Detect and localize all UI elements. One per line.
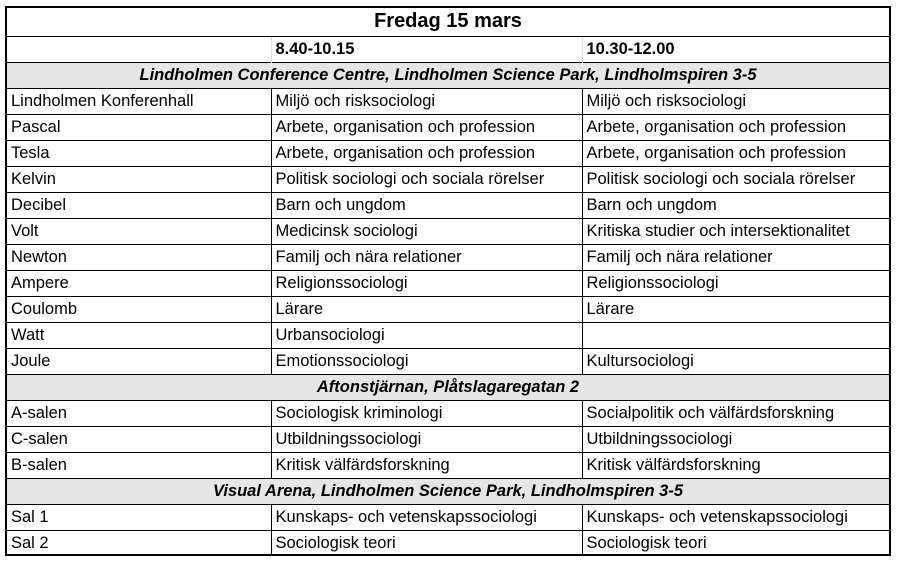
session-slot-2-cell: Socialpolitik och välfärdsforskning <box>582 400 889 426</box>
session-slot-2-cell: Kunskaps- och vetenskapssociologi <box>582 504 889 530</box>
session-slot-2-cell: Utbildningssociologi <box>582 426 889 452</box>
session-slot-1-cell: Barn och ungdom <box>271 192 582 218</box>
venue-row <box>7 478 889 504</box>
session-slot-1-cell: Arbete, organisation och profession <box>271 140 582 166</box>
table-row <box>7 140 889 166</box>
venue-heading: Lindholmen Conference Centre, Lindholmen Science Park, Lindholmspiren 3-5 <box>7 62 889 88</box>
room-cell: Volt <box>7 218 271 244</box>
table-row <box>7 244 889 270</box>
room-cell: Kelvin <box>7 166 271 192</box>
table-row <box>7 426 889 452</box>
session-slot-1-cell: Medicinsk sociologi <box>271 218 582 244</box>
room-cell: A-salen <box>7 400 271 426</box>
room-cell: Joule <box>7 348 271 374</box>
room-cell: Tesla <box>7 140 271 166</box>
table-row <box>7 504 889 530</box>
room-header-cell <box>7 36 271 62</box>
session-slot-1-cell: Kritisk välfärdsforskning <box>271 452 582 478</box>
room-cell: Pascal <box>7 114 271 140</box>
table-row <box>7 452 889 478</box>
venue-row <box>7 374 889 400</box>
session-slot-1-cell: Emotionssociologi <box>271 348 582 374</box>
session-slot-1-cell: Sociologisk teori <box>271 530 582 556</box>
session-slot-2-cell: Religionssociologi <box>582 270 889 296</box>
session-slot-1-cell: Urbansociologi <box>271 322 582 348</box>
session-slot-2-cell: Politisk sociologi och sociala rörelser <box>582 166 889 192</box>
table-row <box>7 192 889 218</box>
session-slot-2-cell <box>582 322 889 348</box>
session-slot-1-cell: Religionssociologi <box>271 270 582 296</box>
table-row <box>7 166 889 192</box>
session-slot-1-cell: Arbete, organisation och profession <box>271 114 582 140</box>
table-row <box>7 218 889 244</box>
room-cell: B-salen <box>7 452 271 478</box>
session-slot-2-cell: Lärare <box>582 296 889 322</box>
session-slot-1-cell: Kunskaps- och vetenskapssociologi <box>271 504 582 530</box>
session-slot-1-cell: Politisk sociologi och sociala rörelser <box>271 166 582 192</box>
room-cell: Sal 1 <box>7 504 271 530</box>
schedule-table <box>7 8 889 556</box>
session-slot-2-cell: Sociologisk teori <box>582 530 889 556</box>
title-row <box>7 8 889 36</box>
time-slot-2: 10.30-12.00 <box>582 36 889 62</box>
session-slot-2-cell: Kritisk välfärdsforskning <box>582 452 889 478</box>
page-title: Fredag 15 mars <box>374 10 522 33</box>
schedule-sheet <box>5 6 891 556</box>
session-slot-2-cell: Arbete, organisation och profession <box>582 140 889 166</box>
room-cell: Decibel <box>7 192 271 218</box>
table-row <box>7 88 889 114</box>
room-cell: Coulomb <box>7 296 271 322</box>
room-cell: Watt <box>7 322 271 348</box>
room-cell: Newton <box>7 244 271 270</box>
room-cell: Lindholmen Konferenhall <box>7 88 271 114</box>
session-slot-2-cell: Miljö och risksociologi <box>582 88 889 114</box>
time-header-row <box>7 36 889 62</box>
room-cell: C-salen <box>7 426 271 452</box>
session-slot-2-cell: Kultursociologi <box>582 348 889 374</box>
table-row <box>7 530 889 556</box>
session-slot-2-cell: Kritiska studier och intersektionalitet <box>582 218 889 244</box>
table-row <box>7 270 889 296</box>
session-slot-2-cell: Arbete, organisation och profession <box>582 114 889 140</box>
session-slot-1-cell: Utbildningssociologi <box>271 426 582 452</box>
time-slot-1: 8.40-10.15 <box>271 36 582 62</box>
table-row <box>7 348 889 374</box>
session-slot-2-cell: Familj och nära relationer <box>582 244 889 270</box>
table-row <box>7 296 889 322</box>
table-row <box>7 322 889 348</box>
table-row <box>7 400 889 426</box>
room-cell: Ampere <box>7 270 271 296</box>
session-slot-1-cell: Lärare <box>271 296 582 322</box>
venue-heading: Visual Arena, Lindholmen Science Park, Lindholmspiren 3-5 <box>7 478 889 504</box>
venue-heading: Aftonstjärnan, Plåtslagaregatan 2 <box>7 374 889 400</box>
venue-row <box>7 62 889 88</box>
session-slot-1-cell: Familj och nära relationer <box>271 244 582 270</box>
session-slot-1-cell: Sociologisk kriminologi <box>271 400 582 426</box>
session-slot-2-cell: Barn och ungdom <box>582 192 889 218</box>
session-slot-1-cell: Miljö och risksociologi <box>271 88 582 114</box>
room-cell: Sal 2 <box>7 530 271 556</box>
table-row <box>7 114 889 140</box>
